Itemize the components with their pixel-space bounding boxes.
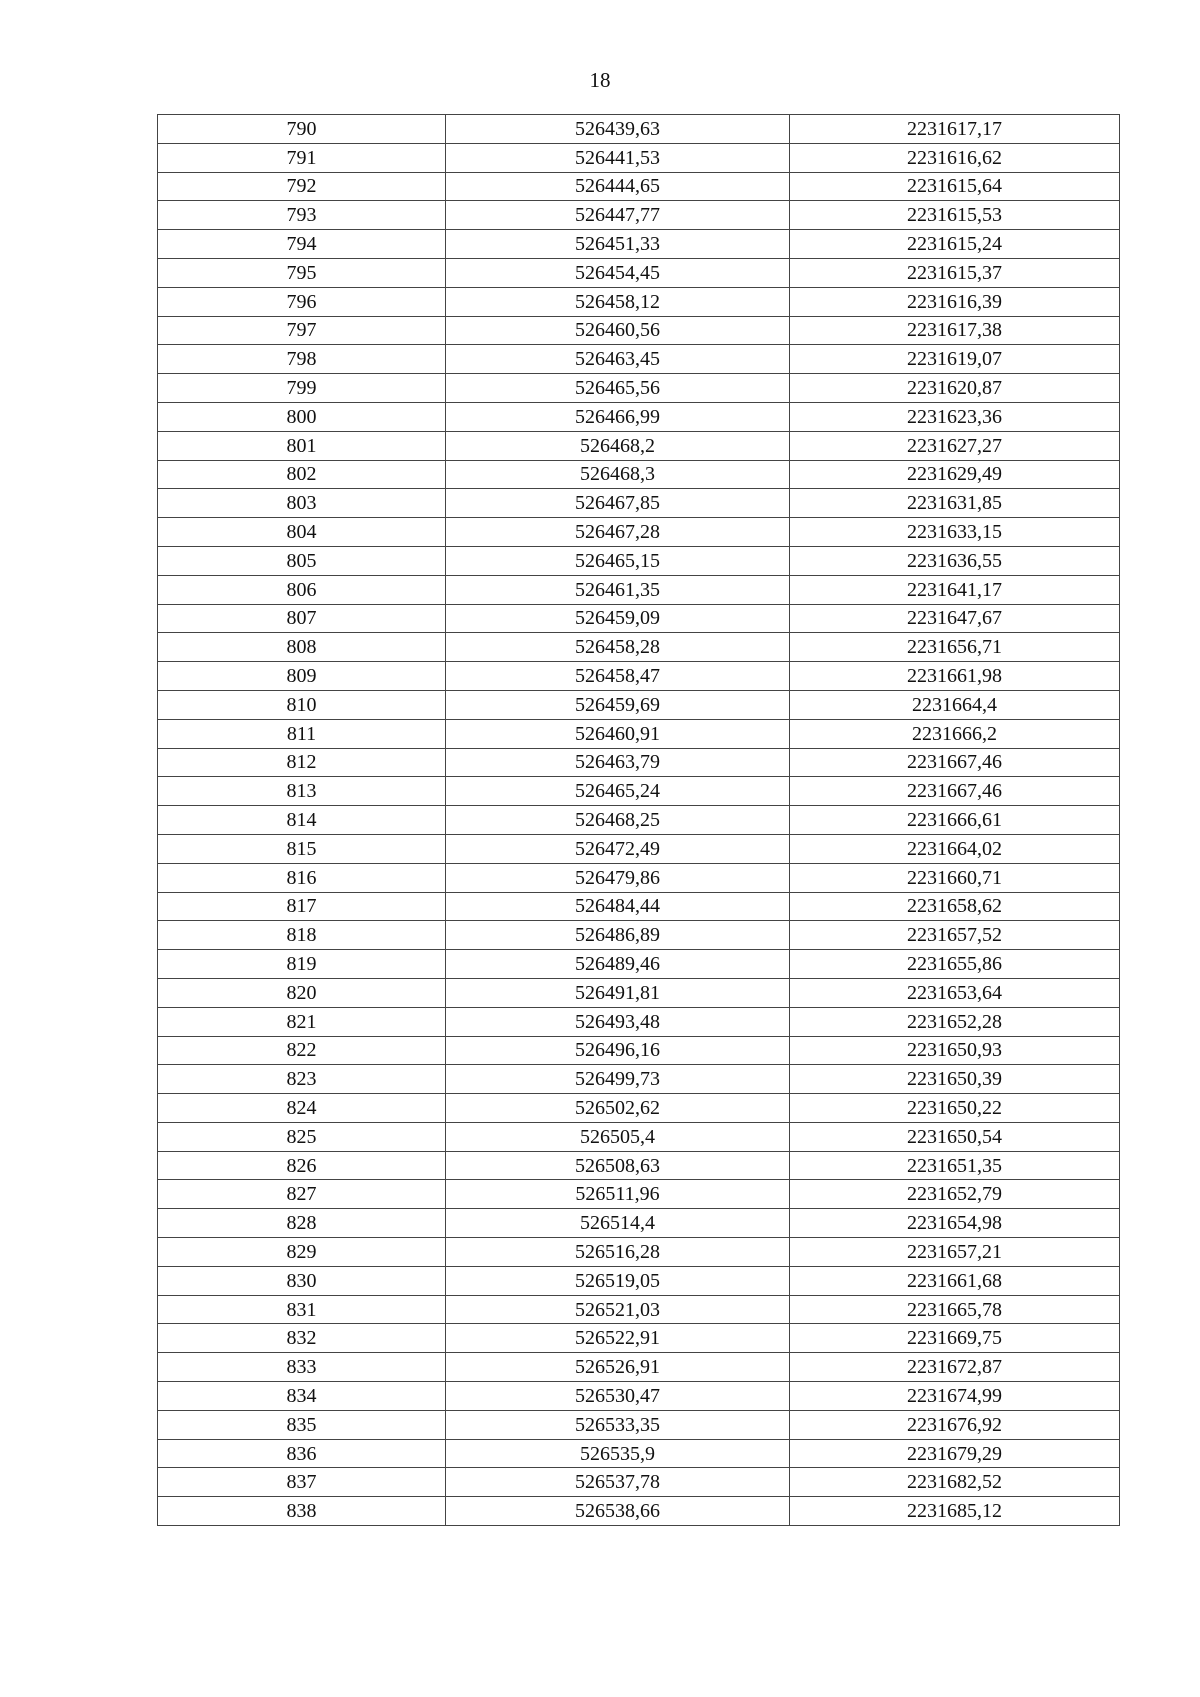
y-coordinate-cell: 2231660,71 [790,863,1120,892]
x-coordinate-cell: 526465,56 [446,374,790,403]
x-coordinate-cell: 526458,28 [446,633,790,662]
y-coordinate-cell: 2231676,92 [790,1410,1120,1439]
x-coordinate-cell: 526447,77 [446,201,790,230]
x-coordinate-cell: 526463,45 [446,345,790,374]
table-row [158,1295,1120,1324]
x-coordinate-cell: 526511,96 [446,1180,790,1209]
table-row [158,950,1120,979]
y-coordinate-cell: 2231674,99 [790,1382,1120,1411]
table-row [158,143,1120,172]
point-number-cell: 796 [158,287,446,316]
table-row [158,604,1120,633]
x-coordinate-cell: 526466,99 [446,402,790,431]
x-coordinate-cell: 526465,24 [446,777,790,806]
table-row [158,777,1120,806]
table-row [158,1324,1120,1353]
y-coordinate-cell: 2231615,53 [790,201,1120,230]
x-coordinate-cell: 526491,81 [446,978,790,1007]
point-number-cell: 792 [158,172,446,201]
point-number-cell: 829 [158,1238,446,1267]
table-row [158,748,1120,777]
point-number-cell: 827 [158,1180,446,1209]
point-number-cell: 795 [158,258,446,287]
table-row [158,1410,1120,1439]
point-number-cell: 838 [158,1497,446,1526]
x-coordinate-cell: 526468,3 [446,460,790,489]
point-number-cell: 797 [158,316,446,345]
x-coordinate-cell: 526521,03 [446,1295,790,1324]
table-row [158,892,1120,921]
point-number-cell: 830 [158,1266,446,1295]
x-coordinate-cell: 526526,91 [446,1353,790,1382]
point-number-cell: 812 [158,748,446,777]
y-coordinate-cell: 2231616,62 [790,143,1120,172]
table-row [158,921,1120,950]
table-row [158,489,1120,518]
y-coordinate-cell: 2231667,46 [790,777,1120,806]
point-number-cell: 831 [158,1295,446,1324]
point-number-cell: 819 [158,950,446,979]
point-number-cell: 804 [158,518,446,547]
y-coordinate-cell: 2231620,87 [790,374,1120,403]
table-row [158,1209,1120,1238]
x-coordinate-cell: 526467,85 [446,489,790,518]
point-number-cell: 822 [158,1036,446,1065]
table-row [158,575,1120,604]
table-row [158,201,1120,230]
table-row [158,1382,1120,1411]
y-coordinate-cell: 2231623,36 [790,402,1120,431]
point-number-cell: 808 [158,633,446,662]
x-coordinate-cell: 526514,4 [446,1209,790,1238]
table-row [158,287,1120,316]
x-coordinate-cell: 526516,28 [446,1238,790,1267]
x-coordinate-cell: 526535,9 [446,1439,790,1468]
y-coordinate-cell: 2231653,64 [790,978,1120,1007]
x-coordinate-cell: 526508,63 [446,1151,790,1180]
point-number-cell: 836 [158,1439,446,1468]
table-row [158,1439,1120,1468]
table-row [158,1180,1120,1209]
y-coordinate-cell: 2231661,98 [790,662,1120,691]
y-coordinate-cell: 2231656,71 [790,633,1120,662]
table-row [158,633,1120,662]
table-row [158,230,1120,259]
point-number-cell: 798 [158,345,446,374]
point-number-cell: 828 [158,1209,446,1238]
x-coordinate-cell: 526460,91 [446,719,790,748]
x-coordinate-cell: 526489,46 [446,950,790,979]
y-coordinate-cell: 2231633,15 [790,518,1120,547]
y-coordinate-cell: 2231666,2 [790,719,1120,748]
x-coordinate-cell: 526465,15 [446,546,790,575]
table-row [158,258,1120,287]
point-number-cell: 803 [158,489,446,518]
point-number-cell: 834 [158,1382,446,1411]
table-row [158,1122,1120,1151]
y-coordinate-cell: 2231652,28 [790,1007,1120,1036]
table-row [158,402,1120,431]
x-coordinate-cell: 526467,28 [446,518,790,547]
table-row [158,1238,1120,1267]
x-coordinate-cell: 526459,69 [446,690,790,719]
table-row [158,1497,1120,1526]
table-row [158,1468,1120,1497]
point-number-cell: 802 [158,460,446,489]
y-coordinate-cell: 2231669,75 [790,1324,1120,1353]
y-coordinate-cell: 2231617,38 [790,316,1120,345]
point-number-cell: 794 [158,230,446,259]
table-row [158,518,1120,547]
x-coordinate-cell: 526451,33 [446,230,790,259]
y-coordinate-cell: 2231667,46 [790,748,1120,777]
table-row [158,546,1120,575]
x-coordinate-cell: 526505,4 [446,1122,790,1151]
x-coordinate-cell: 526468,2 [446,431,790,460]
table-row [158,1353,1120,1382]
point-number-cell: 816 [158,863,446,892]
table-row [158,1036,1120,1065]
y-coordinate-cell: 2231615,64 [790,172,1120,201]
table-row [158,719,1120,748]
y-coordinate-cell: 2231657,52 [790,921,1120,950]
y-coordinate-cell: 2231650,22 [790,1094,1120,1123]
x-coordinate-cell: 526502,62 [446,1094,790,1123]
y-coordinate-cell: 2231652,79 [790,1180,1120,1209]
y-coordinate-cell: 2231619,07 [790,345,1120,374]
point-number-cell: 813 [158,777,446,806]
table-row [158,806,1120,835]
point-number-cell: 801 [158,431,446,460]
x-coordinate-cell: 526522,91 [446,1324,790,1353]
table-row [158,834,1120,863]
x-coordinate-cell: 526538,66 [446,1497,790,1526]
y-coordinate-cell: 2231658,62 [790,892,1120,921]
table-row [158,662,1120,691]
y-coordinate-cell: 2231631,85 [790,489,1120,518]
point-number-cell: 832 [158,1324,446,1353]
table-row [158,690,1120,719]
point-number-cell: 805 [158,546,446,575]
point-number-cell: 791 [158,143,446,172]
point-number-cell: 818 [158,921,446,950]
y-coordinate-cell: 2231647,67 [790,604,1120,633]
point-number-cell: 825 [158,1122,446,1151]
coordinates-table-body [158,115,1120,1526]
x-coordinate-cell: 526463,79 [446,748,790,777]
y-coordinate-cell: 2231627,27 [790,431,1120,460]
y-coordinate-cell: 2231661,68 [790,1266,1120,1295]
x-coordinate-cell: 526458,47 [446,662,790,691]
y-coordinate-cell: 2231650,93 [790,1036,1120,1065]
point-number-cell: 807 [158,604,446,633]
y-coordinate-cell: 2231664,4 [790,690,1120,719]
table-row [158,1266,1120,1295]
point-number-cell: 814 [158,806,446,835]
point-number-cell: 799 [158,374,446,403]
y-coordinate-cell: 2231650,39 [790,1065,1120,1094]
point-number-cell: 837 [158,1468,446,1497]
point-number-cell: 800 [158,402,446,431]
table-row [158,1065,1120,1094]
point-number-cell: 790 [158,115,446,144]
y-coordinate-cell: 2231615,37 [790,258,1120,287]
y-coordinate-cell: 2231655,86 [790,950,1120,979]
point-number-cell: 811 [158,719,446,748]
y-coordinate-cell: 2231685,12 [790,1497,1120,1526]
x-coordinate-cell: 526459,09 [446,604,790,633]
table-row [158,115,1120,144]
y-coordinate-cell: 2231665,78 [790,1295,1120,1324]
x-coordinate-cell: 526530,47 [446,1382,790,1411]
y-coordinate-cell: 2231629,49 [790,460,1120,489]
y-coordinate-cell: 2231636,55 [790,546,1120,575]
point-number-cell: 821 [158,1007,446,1036]
table-row [158,345,1120,374]
x-coordinate-cell: 526472,49 [446,834,790,863]
table-row [158,316,1120,345]
table-row [158,978,1120,1007]
y-coordinate-cell: 2231615,24 [790,230,1120,259]
y-coordinate-cell: 2231651,35 [790,1151,1120,1180]
point-number-cell: 835 [158,1410,446,1439]
y-coordinate-cell: 2231641,17 [790,575,1120,604]
y-coordinate-cell: 2231679,29 [790,1439,1120,1468]
x-coordinate-cell: 526479,86 [446,863,790,892]
point-number-cell: 824 [158,1094,446,1123]
x-coordinate-cell: 526486,89 [446,921,790,950]
point-number-cell: 806 [158,575,446,604]
x-coordinate-cell: 526533,35 [446,1410,790,1439]
table-row [158,374,1120,403]
point-number-cell: 826 [158,1151,446,1180]
table-row [158,460,1120,489]
table-row [158,431,1120,460]
x-coordinate-cell: 526519,05 [446,1266,790,1295]
table-row [158,863,1120,892]
y-coordinate-cell: 2231664,02 [790,834,1120,863]
y-coordinate-cell: 2231657,21 [790,1238,1120,1267]
x-coordinate-cell: 526458,12 [446,287,790,316]
table-row [158,1094,1120,1123]
y-coordinate-cell: 2231654,98 [790,1209,1120,1238]
table-row [158,172,1120,201]
x-coordinate-cell: 526444,65 [446,172,790,201]
point-number-cell: 810 [158,690,446,719]
point-number-cell: 833 [158,1353,446,1382]
point-number-cell: 815 [158,834,446,863]
point-number-cell: 809 [158,662,446,691]
x-coordinate-cell: 526493,48 [446,1007,790,1036]
y-coordinate-cell: 2231616,39 [790,287,1120,316]
x-coordinate-cell: 526484,44 [446,892,790,921]
x-coordinate-cell: 526468,25 [446,806,790,835]
point-number-cell: 817 [158,892,446,921]
y-coordinate-cell: 2231672,87 [790,1353,1120,1382]
x-coordinate-cell: 526441,53 [446,143,790,172]
point-number-cell: 823 [158,1065,446,1094]
y-coordinate-cell: 2231682,52 [790,1468,1120,1497]
y-coordinate-cell: 2231617,17 [790,115,1120,144]
x-coordinate-cell: 526496,16 [446,1036,790,1065]
point-number-cell: 793 [158,201,446,230]
point-number-cell: 820 [158,978,446,1007]
x-coordinate-cell: 526460,56 [446,316,790,345]
table-row [158,1151,1120,1180]
x-coordinate-cell: 526499,73 [446,1065,790,1094]
page-number: 18 [589,68,611,92]
table-row [158,1007,1120,1036]
x-coordinate-cell: 526439,63 [446,115,790,144]
x-coordinate-cell: 526537,78 [446,1468,790,1497]
y-coordinate-cell: 2231666,61 [790,806,1120,835]
y-coordinate-cell: 2231650,54 [790,1122,1120,1151]
x-coordinate-cell: 526461,35 [446,575,790,604]
x-coordinate-cell: 526454,45 [446,258,790,287]
coordinates-table [157,114,1120,1526]
